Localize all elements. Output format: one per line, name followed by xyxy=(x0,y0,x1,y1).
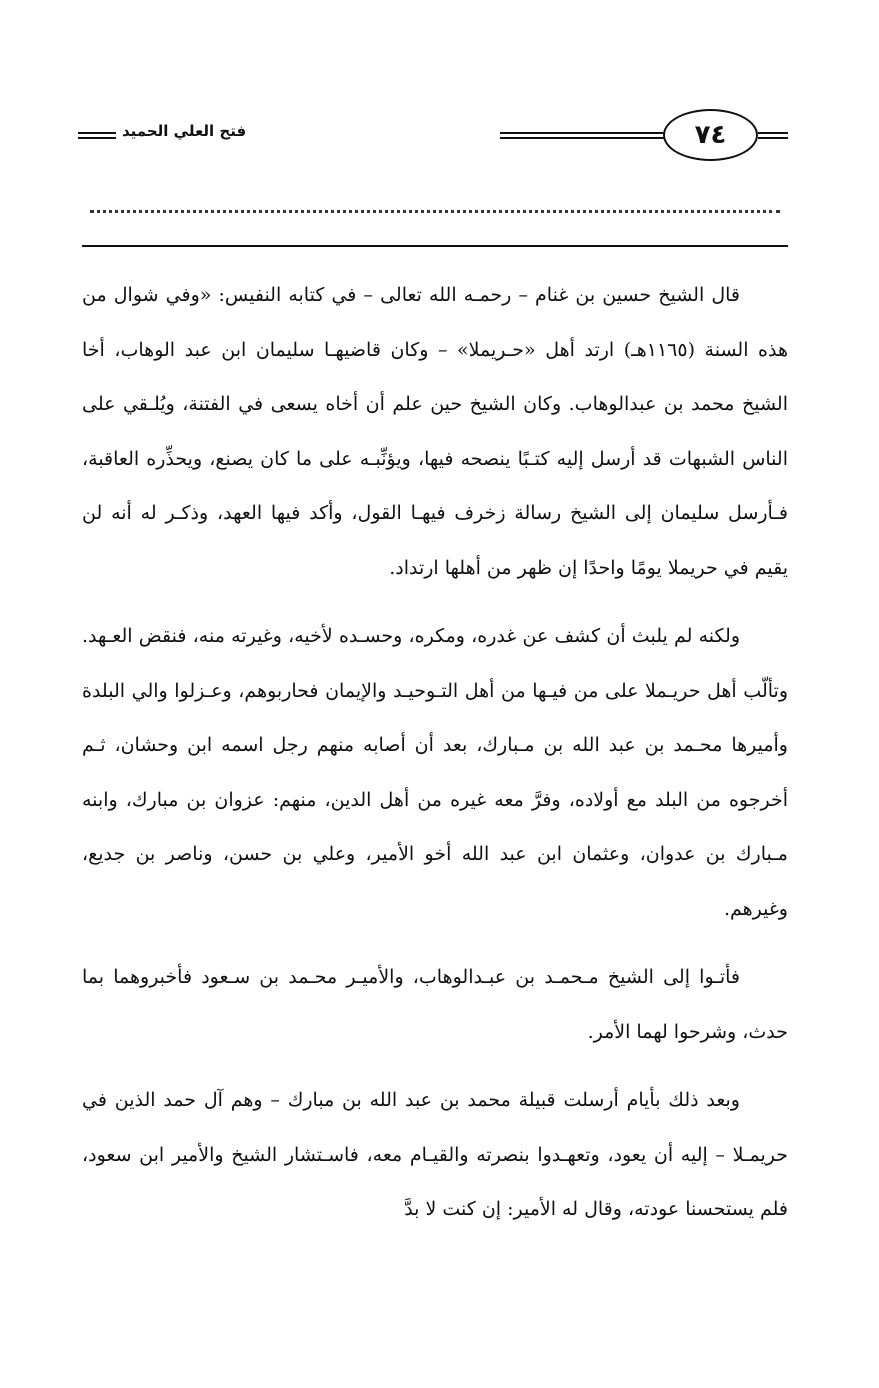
page-number-frame xyxy=(663,109,758,161)
page-number-rule-left-lower xyxy=(500,137,665,139)
paragraph-2: ولكنه لم يلبث أن كشف عن غدره، ومكره، وحسـده لأخيه، وغيرته منه، فنقض العـهد. وتألّب أهل حريـملا على من فيـها من أهل التـوحيـد والإيمان فحاربوهم، وعـزلوا والي البلدة وأميرها محـمد بن عبد الله بن مـبارك، بعد أن أصابه منهم رجل اسمه ابن وحشان، ثـم أخرجوه من البلد مع أولاده، وفرَّ معه غيره من أهل الدين، منهم: عزوان بن مبارك، وابنه مـبارك بن عدوان، وعثمان ابن عبد الله أخو الأمير، وعلي بن حسن، وناصر بن جديع، وغيرهم. xyxy=(82,625,788,920)
page-number-rule-right-upper xyxy=(758,132,788,134)
page-number: ٧٤ xyxy=(694,120,727,150)
paragraph-1: قال الشيخ حسين بن غنام – رحمـه الله تعالى – في كتابه النفيس: «وفي شوال من هذه السنة (١١٦٥هـ) ارتد أهل «حـريملا» – وكان قاضيهـا سليمان ابن عبد الوهاب، أخا الشيخ محمد بن عبدالوهاب. وكان الشيخ حين علم أن أخاه يسعى في الفتنة، ويُلـقي على الناس الشبهات قد أرسل إليه كتـبًا ينصحه فيها، ويؤنِّبـه على ما كان يصنع، ويحذِّره العاقبة، فـأرسل سليمان إلى الشيخ رسالة زخرف فيهـا القول، وأكد فيها العهد، وذكـر له أنه لن يقيم في حريملا يومًا واحدًا إن ظهر من أهلها ارتداد. xyxy=(82,284,788,579)
page-number-rule-right-lower xyxy=(758,137,788,139)
paragraph-3: فأتـوا إلى الشيخ مـحمـد بن عبـدالوهاب، والأميـر محـمد بن سـعود فأخبروهما بما حدث، وشرحوا لهما الأمر. xyxy=(82,966,788,1043)
paragraph-4: وبعد ذلك بأيام أرسلت قبيلة محمد بن عبد الله بن مبارك – وهم آل حمد الذين في حريمـلا – إليه أن يعود، وتعهـدوا بنصرته والقيـام معه، فاسـتشار الشيخ والأمير ابن سعود، فلم يستحسنا عودته، وقال له الأمير: إن كنت لا بدَّ xyxy=(82,1089,788,1220)
running-book-title: فتح العلي الحميد xyxy=(122,122,247,140)
page-number-rule-left-upper xyxy=(500,132,665,134)
title-rule-lower xyxy=(78,137,116,139)
body-text xyxy=(82,268,788,1237)
dotted-separator xyxy=(90,210,780,213)
page-header xyxy=(0,100,879,170)
title-rule-upper xyxy=(78,132,116,134)
header-rule xyxy=(82,245,788,247)
